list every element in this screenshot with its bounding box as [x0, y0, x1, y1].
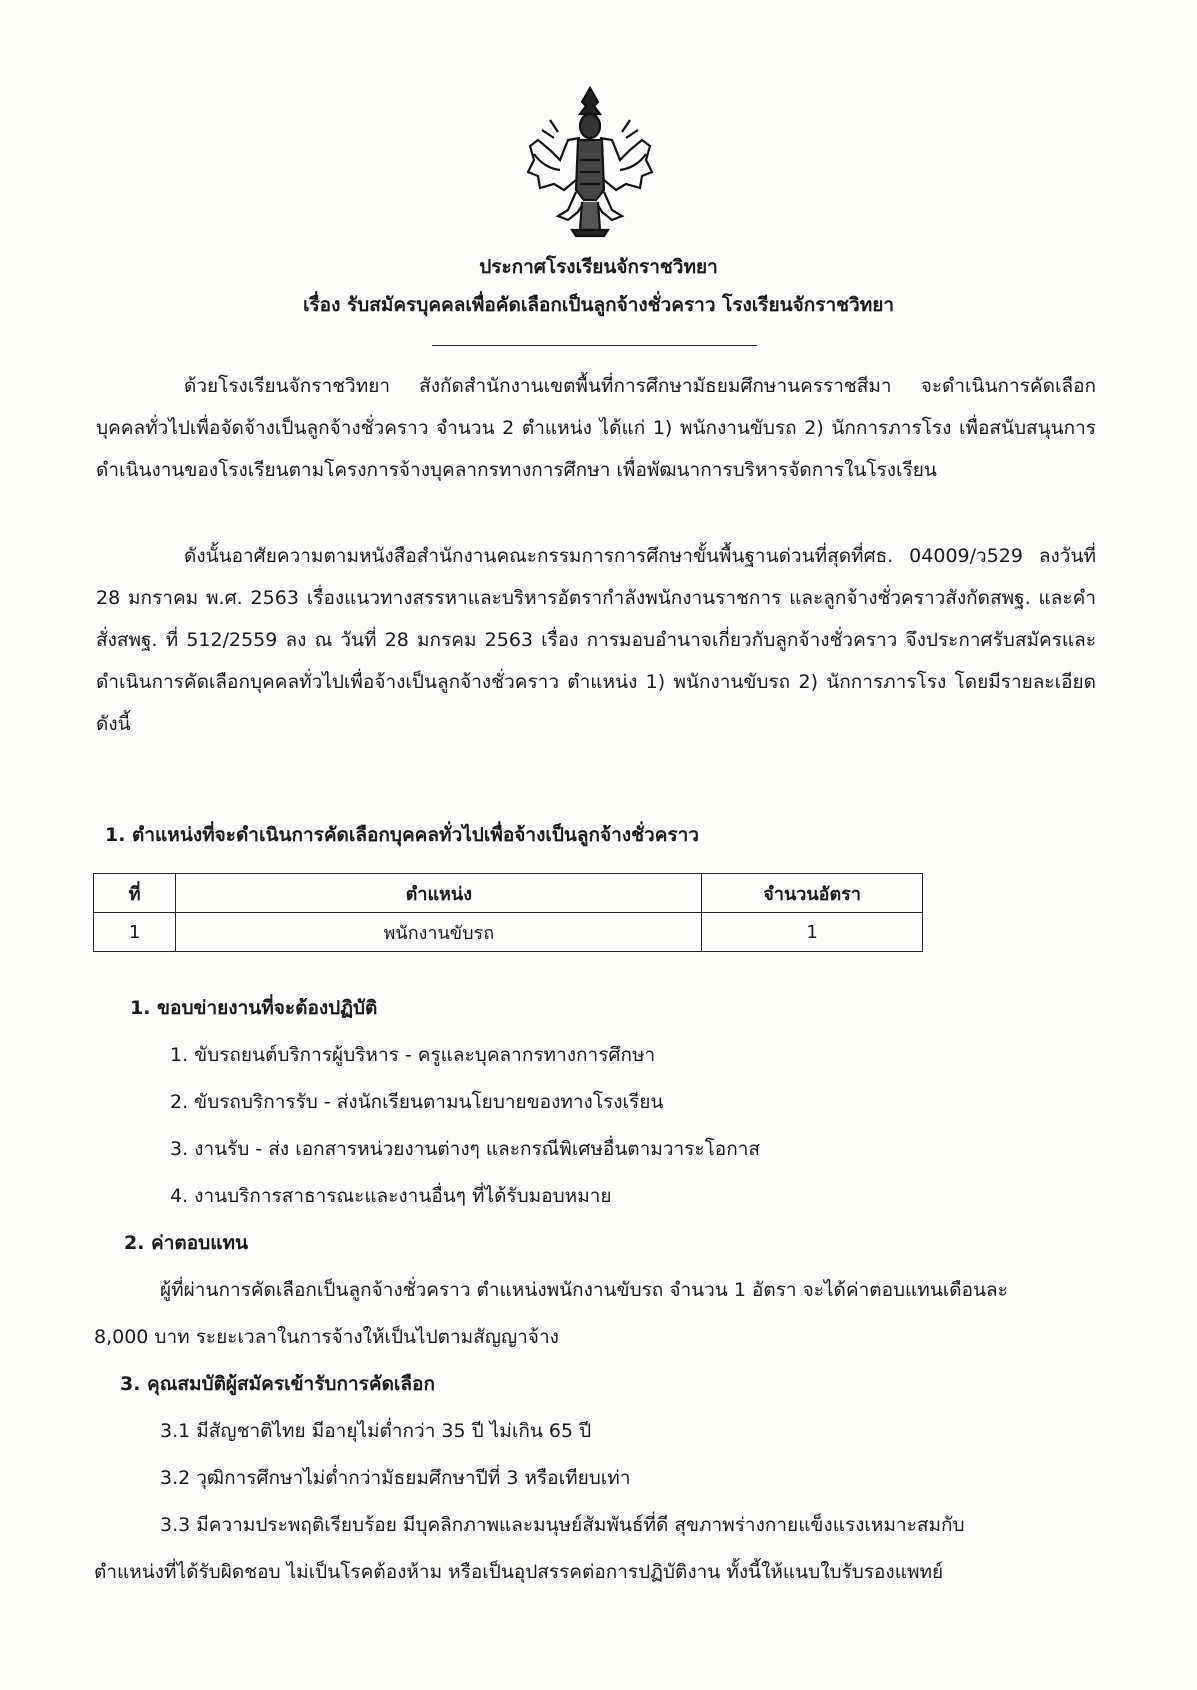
scope-heading: 1. ขอบข่ายงานที่จะต้องปฏิบัติ	[130, 997, 378, 1019]
qualification-item-continued: ตำแหน่งที่ได้รับผิดชอบ ไม่เป็นโรคต้องห้าม หรือเป็นอุปสรรคต่อการปฏิบัติงาน ทั้งนี้ให้แนบใบรับรองแพทย์	[94, 1561, 944, 1583]
authority-paragraph: ดังนั้นอาศัยความตามหนังสือสำนักงานคณะกรรมการการศึกษาขั้นพื้นฐานด่วนที่สุดที่ศธ. 04009/ว529 ลงวันที่ 28 มกราคม พ.ศ. 2563 เรื่องแนวทางสรรหาและบริหารอัตรากำลังพนักงานราชการ และลูกจ้างชั่วคราวสังกัดสพฐ. และคำสั่งสพฐ. ที่ 512/2559 ลง ณ วันที่ 28 มกรคม 2563 เรื่อง การมอบอำนาจเกี่ยวกับลูกจ้างชั่วคราว จึงประกาศรับสมัครและดำเนินการคัดเลือกบุคคลทั่วไปเพื่อจ้างเป็นลูกจ้างชั่วคราว ตำแหน่ง 1) พนักงานขับรถ 2) นักการภารโรง โดยมีรายละเอียดดังนี้	[96, 545, 1096, 735]
announcement-subject: เรื่อง รับสมัครบุคคลเพื่อคัดเลือกเป็นลูกจ้างชั่วคราว โรงเรียนจักราชวิทยา	[302, 294, 895, 316]
compensation-text-line-2: 8,000 บาท ระยะเวลาในการจ้างให้เป็นไปตามสัญญาจ้าง	[94, 1326, 559, 1348]
col-header-count: จำนวนอัตรา	[702, 874, 923, 913]
cell-no: 1	[94, 913, 176, 952]
qualifications-heading: 3. คุณสมบัติผู้สมัครเข้ารับการคัดเลือก	[120, 1373, 435, 1395]
title-divider	[432, 345, 757, 346]
section-1-heading: 1. ตำแหน่งที่จะดำเนินการคัดเลือกบุคคลทั่วไปเพื่อจ้างเป็นลูกจ้างชั่วคราว	[105, 824, 699, 846]
scope-item: 1. ขับรถยนต์บริการผู้บริหาร - ครูและบุคลากรทางการศึกษา	[170, 1044, 656, 1066]
compensation-heading: 2. ค่าตอบแทน	[124, 1232, 249, 1254]
table-header-row	[94, 874, 923, 913]
scope-item: 2. ขับรถบริการรับ - ส่งนักเรียนตามนโยบายของทางโรงเรียน	[170, 1091, 664, 1113]
announcement-title: ประกาศโรงเรียนจักราชวิทยา	[479, 256, 718, 278]
cell-position: พนักงานขับรถ	[176, 913, 702, 952]
garuda-emblem-icon	[520, 80, 660, 240]
table-row	[94, 913, 923, 952]
compensation-text-line-1: ผู้ที่ผ่านการคัดเลือกเป็นลูกจ้างชั่วคราว ตำแหน่งพนักงานขับรถ จำนวน 1 อัตรา จะได้ค่าตอบแทนเดือนละ	[160, 1279, 1008, 1301]
col-header-position: ตำแหน่ง	[176, 874, 702, 913]
scope-item: 4. งานบริการสาธารณะและงานอื่นๆ ที่ได้รับมอบหมาย	[170, 1185, 612, 1207]
qualification-item: 3.1 มีสัญชาติไทย มีอายุไม่ต่ำกว่า 35 ปี ไม่เกิน 65 ปี	[160, 1420, 592, 1442]
position-table	[93, 873, 923, 952]
col-header-no: ที่	[94, 874, 176, 913]
qualification-item: 3.3 มีความประพฤติเรียบร้อย มีบุคลิกภาพและมนุษย์สัมพันธ์ที่ดี สุขภาพร่างกายแข็งแรงเหมาะสมกับ	[160, 1514, 965, 1536]
qualification-item: 3.2 วุฒิการศึกษาไม่ต่ำกว่ามัธยมศึกษาปีที่ 3 หรือเทียบเท่า	[160, 1467, 631, 1489]
cell-count: 1	[702, 913, 923, 952]
intro-paragraph: ด้วยโรงเรียนจักราชวิทยา สังกัดสำนักงานเขตพื้นที่การศึกษามัธยมศึกษานครราชสีมา จะดำเนินการคัดเลือกบุคคลทั่วไปเพื่อจัดจ้างเป็นลูกจ้างชั่วคราว จำนวน 2 ตำแหน่ง ได้แก่ 1) พนักงานขับรถ 2) นักการภารโรง เพื่อสนับสนุนการดำเนินงานของโรงเรียนตามโครงการจ้างบุคลากรทางการศึกษา เพื่อพัฒนาการบริหารจัดการในโรงเรียน	[96, 375, 1096, 481]
scope-item: 3. งานรับ - ส่ง เอกสารหน่วยงานต่างๆ และกรณีพิเศษอื่นตามวาระโอกาส	[170, 1138, 760, 1160]
